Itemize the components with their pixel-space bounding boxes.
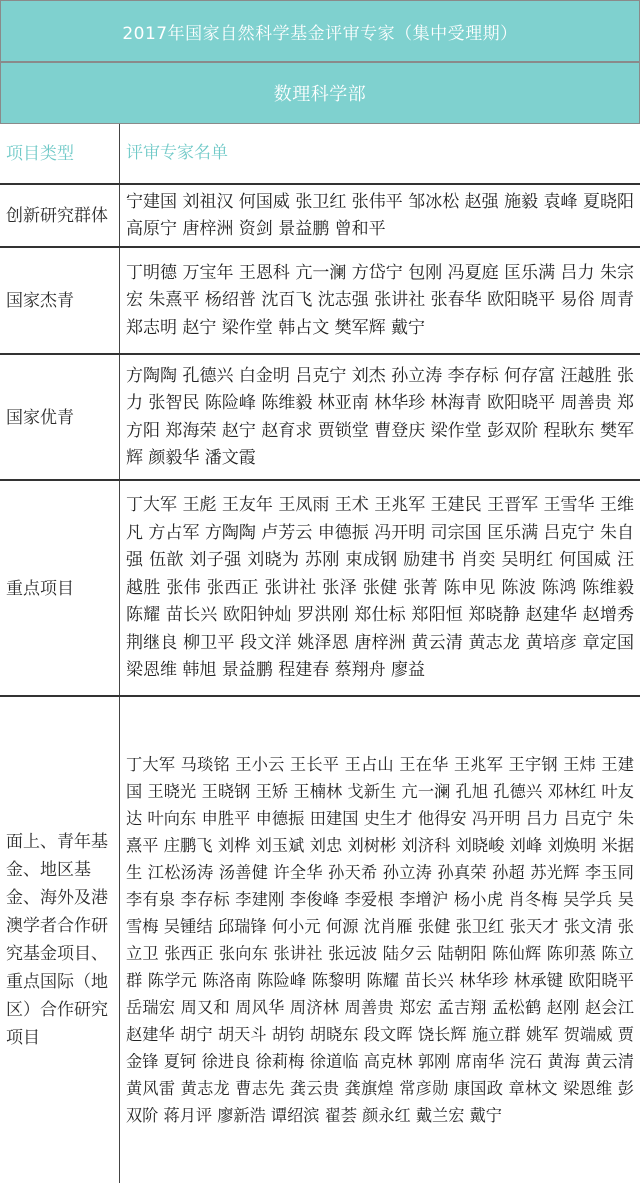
- project-type-cell: 重点项目: [0, 481, 120, 696]
- department-header: 数理科学部: [0, 62, 640, 124]
- expert-list-cell: 丁大军 王彪 王友年 王凤雨 王术 王兆军 王建民 王晋军 王雪华 王维凡 方占军 方陶陶 卢芳云 申德振 冯开明 司宗国 匡乐满 吕克宁 朱自强 伍歆 刘子强 刘晓为 苏刚 束成钢 励建书 肖奕 吴明红 何国威 汪越胜 张伟 张西正 张讲社 张泽 张健 张菁 陈申见 陈波 陈鸿 陈维毅 陈耀 苗长兴 欧阳钟灿 罗洪刚 郑仕标 郑阳恒 郑晓静 赵建华 赵增秀 荆继良 柳卫平 段文洋 姚泽恩 唐梓洲 黄云清 黄志龙 黄培彦 章定国 梁恩维 韩旭 景益鹏 程建春 蔡翔舟 廖益: [126, 495, 634, 681]
- expert-list-cell: 丁大军 马琰铭 王小云 王长平 王占山 王在华 王兆军 王宇钢 王炜 王建国 王晓光 王晓钢 王矫 王楠林 戈新生 亢一澜 孔旭 孔德兴 邓林红 叶友达 叶向东 申胜平 申德振 田建国 史生才 他得安 冯开明 吕力 吕克宁 朱熹平 庄鹏飞 刘桦 刘玉斌 刘忠 刘树彬 刘济科 刘晓峻 刘峰 刘焕明 米据生 江松汤涛 汤善健 许全华 孙天希 孙立涛 孙真荣 孙超 苏光辉 李玉同 李有泉 李存标 李建刚 李俊峰 李爱根 李增沪 杨小虎 肖冬梅 吴学兵 吴雪梅 吴锺结 邱瑞锋 何小元 何源 沈肖雁 张健 张卫红 张天才 张文清 张立卫 张西正 张向东 张讲社 张远波 陆夕云 陆朝阳 陈仙辉 陈卯蒸 陈立群 陈学元 陈洛南 陈险峰 陈黎明 陈耀 苗长兴 林华珍 林承键 欧阳晓平 岳瑞宏 周又和 周风华 周济林 周善贵 郑宏 孟吉翔 孟松鹤 赵刚 赵会江 赵建华 胡宁 胡天斗 胡钧 胡晓东 段文晖 饶长辉 施立群 姚军 贺端威 贾金锋 夏钶 徐进良 徐莉梅 徐道临 高克林 郭刚 席南华 浣石 黄海 黄云清 黄风雷 黄志龙 曹志先 龚云贵 龚旗煌 常彦勋 康国政 章林文 梁恩维 彭双阶 蒋月评 廖新浩 谭绍滨 翟荟 颜永红 戴兰宏 戴宁: [126, 755, 634, 1125]
- project-type-cell: 国家优青: [0, 355, 120, 480]
- header-project-type: 项目类型: [0, 124, 120, 184]
- table-row: [0, 481, 640, 696]
- table-header-row: [0, 124, 640, 184]
- expert-list-cell: 丁明德 万宝年 王恩科 亢一澜 方岱宁 包刚 冯夏庭 匡乐满 吕力 朱宗宏 朱熹平 杨绍普 沈百飞 沈志强 张讲社 张春华 欧阳晓平 易俗 周青 郑志明 赵宁 梁作堂 韩占文 樊军辉 戴宁: [126, 262, 634, 338]
- header-expert-list: 评审专家名单: [126, 143, 228, 164]
- document-title: 2017年国家自然科学基金评审专家（集中受理期）: [0, 0, 640, 62]
- project-type-cell: 面上、青年基金、地区基金、海外及港澳学者合作研究基金项目、重点国际（地区）合作研究项目: [0, 697, 120, 1183]
- expert-list-cell: 方陶陶 孔德兴 白金明 吕克宁 刘杰 孙立涛 李存标 何存富 汪越胜 张力 张智民 陈险峰 陈维毅 林亚南 林华珍 林海青 欧阳晓平 周善贵 郑方阳 郑海荣 赵宁 赵育求 贾锁堂 曹登庆 梁作堂 彭双阶 程耿东 樊军辉 颜毅华 潘文霞: [126, 365, 634, 468]
- project-type-cell: 国家杰青: [0, 248, 120, 354]
- project-type-cell: 创新研究群体: [0, 185, 120, 247]
- table-row: [0, 697, 640, 1183]
- table-row: [0, 355, 640, 480]
- table-row: [0, 248, 640, 354]
- expert-list-cell: 宁建国 刘祖汉 何国威 张卫红 张伟平 邹冰松 赵强 施毅 袁峰 夏晓阳 高原宁 唐梓洲 资剑 景益鹏 曾和平: [126, 191, 634, 239]
- table-row: [0, 185, 640, 247]
